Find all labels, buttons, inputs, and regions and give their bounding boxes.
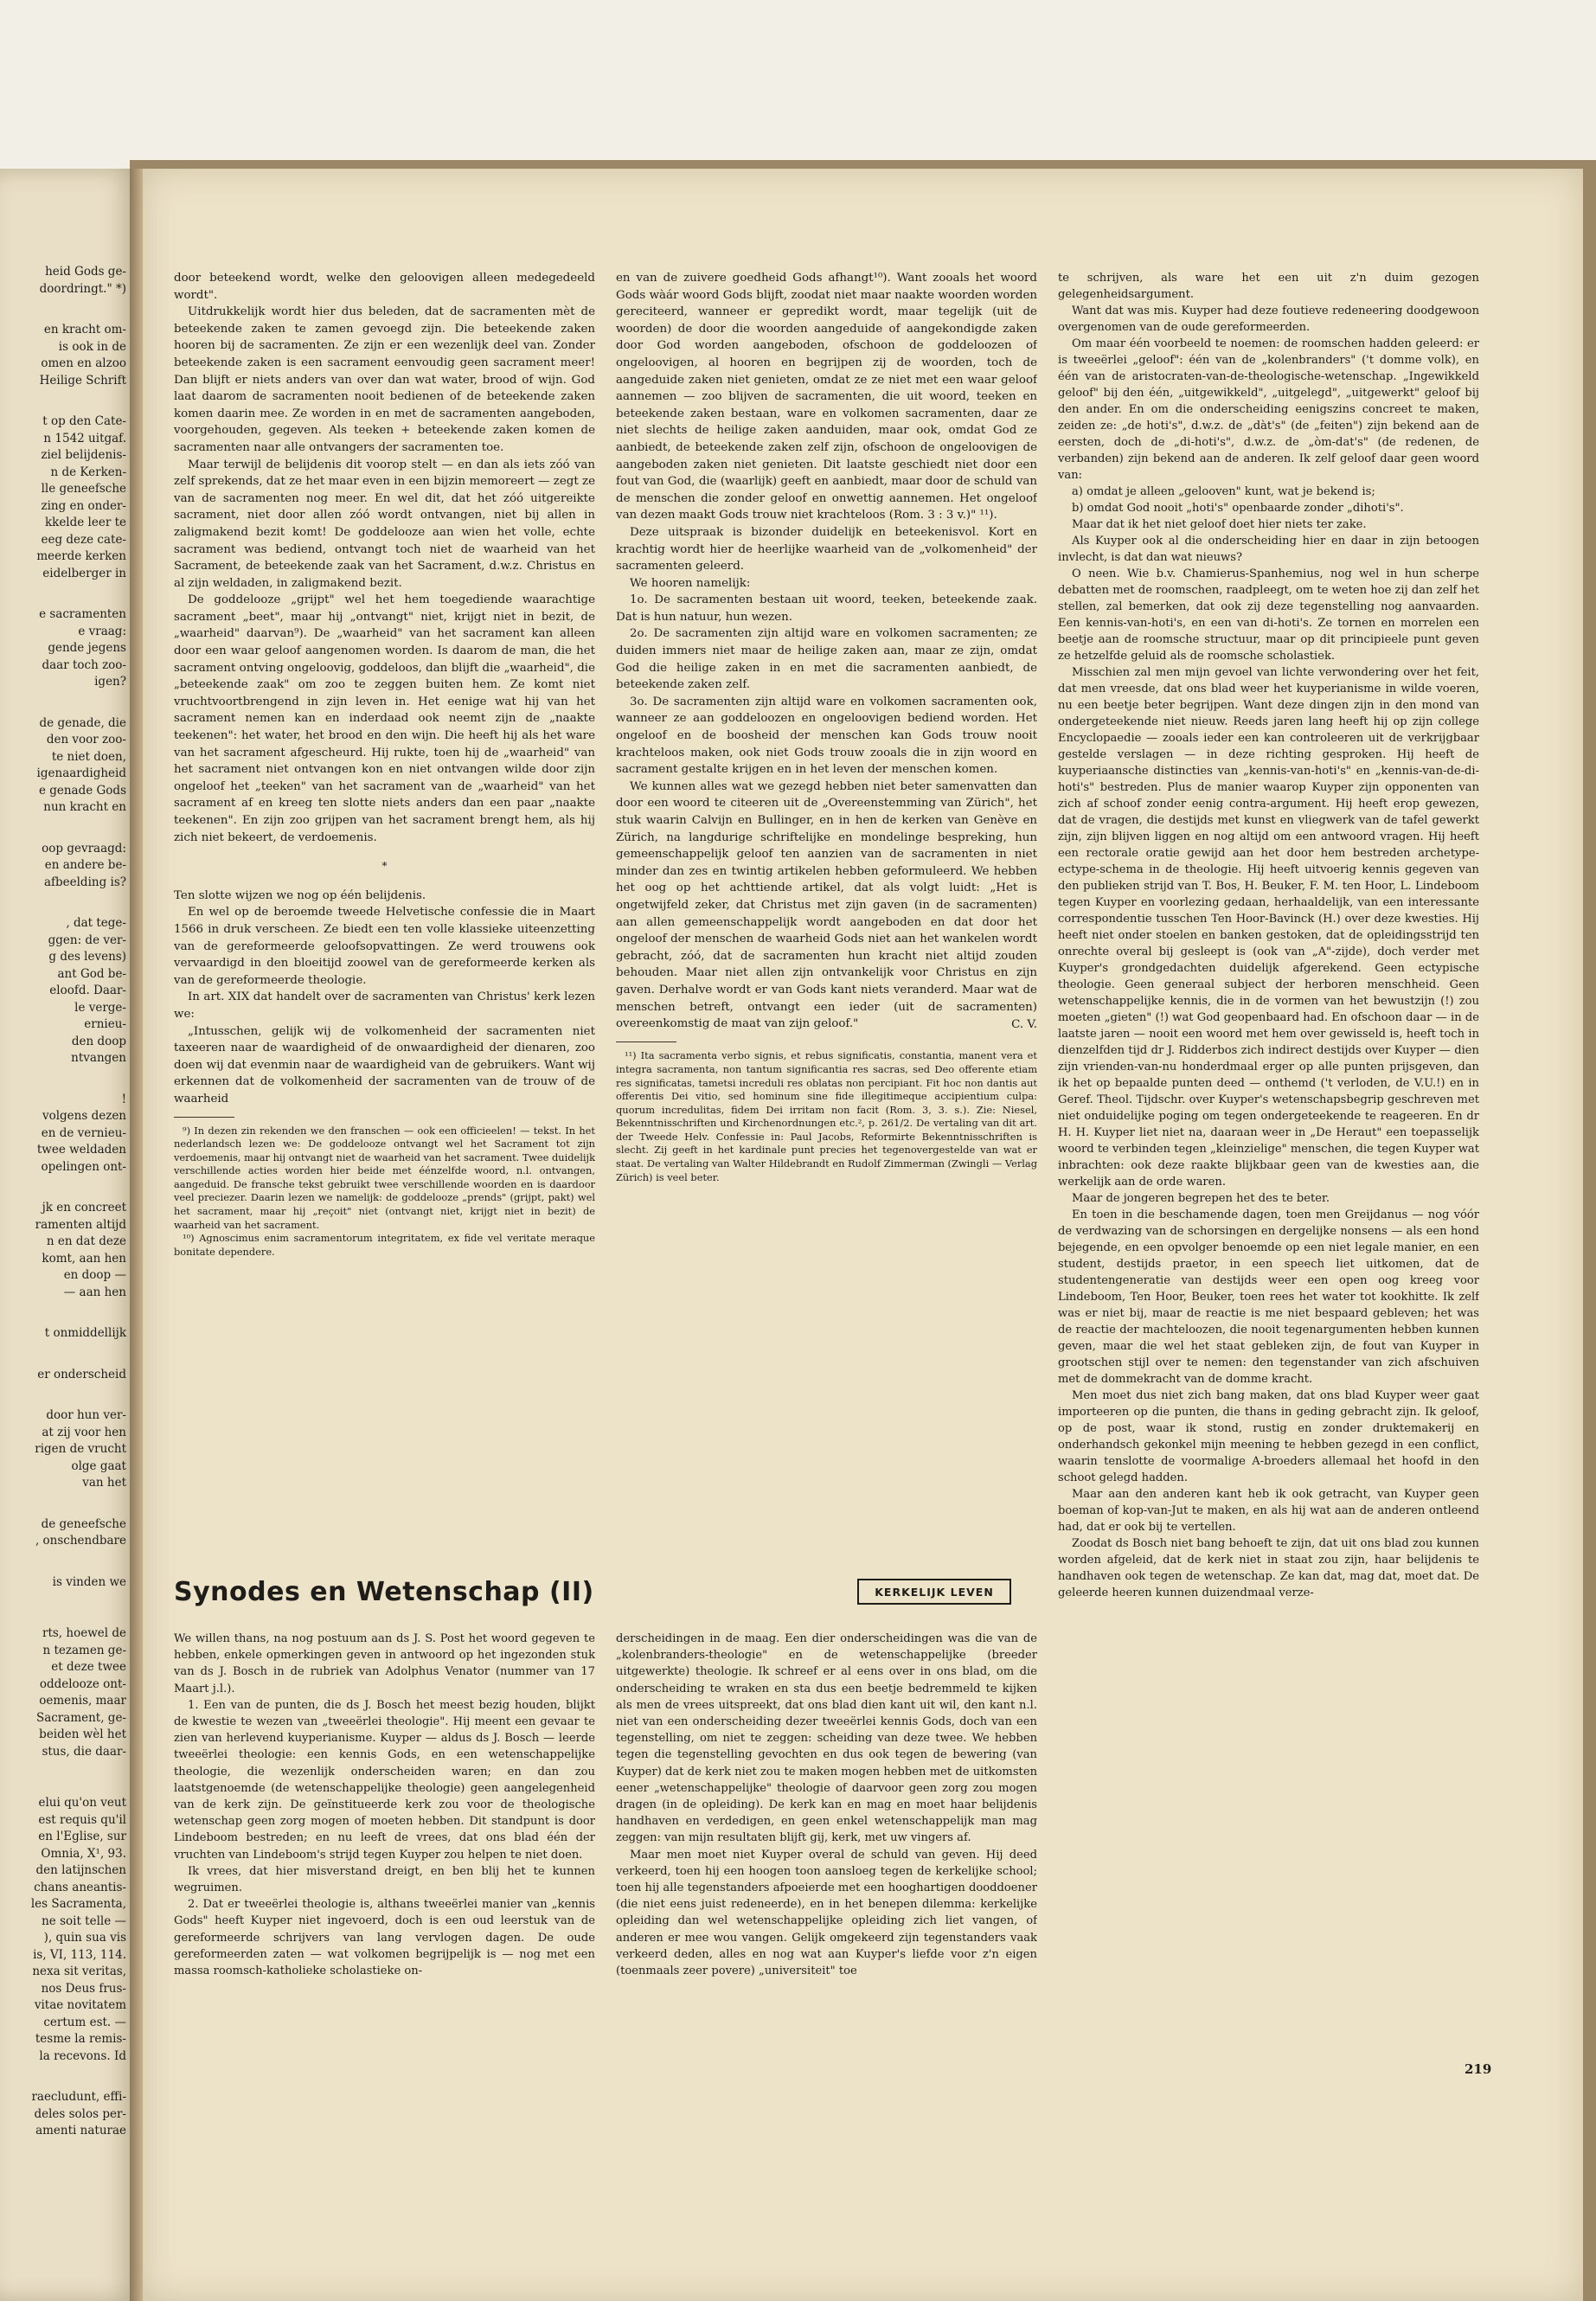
footnote-11: [616, 1049, 1037, 1184]
paragraph: Als Kuyper ook al die onderscheiding hier en daar in zijn betoogen invlecht, is dat dan wat nieuws?: [1058, 535, 1479, 564]
paragraph: „Intusschen, gelijk wij de volkomenheid der sacramenten niet taxeeren naar de waardigheid of de onwaardigheid der dienaren, zoo doen wij dat evenmin naar de waardigheid van de gebruikers. Want wij erkennen dat de volkomenheid der sacramenten van de trouw of de waarheid: [174, 1024, 595, 1106]
facing-page-fragment: e sacramenten e vraag: gende jegens daar toch zoo- igen?: [39, 607, 126, 689]
paragraph: derscheidingen in de maag. Een dier onderscheidingen was die van de „kolenbranders-theologie" en de wetenschappelijke (breeder uitgewerkte) theologie. Ik schreef er al eens over in ons blad, om die onderscheiding te wraken en sta dus een beetje bedremmeld te kijken als men de vrees uitspreekt, dat ons blad dien kant uit wil, den kant n.l. niet van een onderscheiding dezer tweeërlei kennis Gods, doch van een tegenstelling, om niet te zeggen: scheiding van deze twee. We hebben tegen die tegenstelling gevochten en dus ook tegen de bewering (van Kuyper) dat de kerk niet zou te maken mogen hebben met de uitkomsten eener „wetenschappelijke" theologie of daarvoor geen zorg zou mogen dragen (in de opleiding). De kerk kan en mag en moet haar belijdenis handhaven en verdedigen, en geen enkel wetenschappelijk man mag zeggen: van mijn resultaten blijft gij, kerk, met uw vingers af.: [616, 1632, 1037, 1845]
facing-page-fragment: heid Gods ge- doordringt." *): [39, 265, 126, 296]
paragraph: Ten slotte wijzen we nog op één belijdenis.: [174, 888, 426, 902]
paragraph: Zoodat ds Bosch niet bang behoeft te zijn, dat uit ons blad zou kunnen worden afgeleid, dat de kerk niet in staat zou zijn, haar belijdenis te handhaven ook tegen de wetenschap. Ze kan dat, mag dat, moet dat. De geleerde heeren kunnen duizendmaal verze-: [1058, 1537, 1479, 1599]
facing-page-fragment: de geneefsche , onschendbare: [35, 1516, 126, 1548]
column-2: [616, 270, 1037, 1184]
paragraph: In art. XIX dat handelt over de sacramenten van Christus' kerk lezen we:: [174, 990, 595, 1021]
paragraph: 1. Een van de punten, die ds J. Bosch het meest bezig houden, blijkt de kwestie te wezen van „tweeërlei theologie". Hij meent een gevaar te zien van herlevend kuyperianisme. Kuyper — aldus ds J. Bosch — leerde tweeërlei theologie: een kennis Gods, en een wetenschappelijke theologie, die wezenlijk onderscheiden waren; en dan zou laatstgenoemde (de wetenschappelijke theologie) geen aangelegenheid van de kerk zijn. De geïnstitueerde kerk zou voor de theologische wetenschap geen zorg mogen of moeten hebben. Dit standpunt is door Lindeboom bestreden; en nu leeft de vrees, dat ons blad één der vruchten van Lindeboom's strijd tegen Kuyper zou helpen te niet doen.: [174, 1698, 595, 1862]
article-column-1: [174, 1631, 595, 1979]
paragraph: We hooren namelijk:: [630, 576, 751, 590]
paragraph: Men moet dus niet zich bang maken, dat ons blad Kuyper weer gaat importeeren op die punten, die thans in geding gebracht zijn. Ik geloof, op de post, waar ik stond, rustig en zonder druktemakerij en onderhandsch gekonkel mijn meening te hebben gezegd in een conflict, waarin tenslotte de voormalige A-broeders allemaal het hoofd in den schoot gelegd hadden.: [1058, 1389, 1479, 1484]
section-divider: *: [381, 860, 388, 873]
magazine-page: [143, 169, 1583, 2301]
paragraph: 2o. De sacramenten zijn altijd ware en volkomen sacramenten; ze duiden immers niet maar de heilige zaken aan, maar ze zijn, omdat God die heilige zaken in en met die sacramenten aanbiedt, de beteekende zaken zelf.: [616, 627, 1037, 692]
column-3: [1058, 270, 1479, 1601]
paragraph: Om maar één voorbeeld te noemen: de roomschen hadden geleerd: er is tweeërlei „geloof": één van de „kolenbranders" ('t domme volk), en één van de aristocraten-van-de-theologische-wetenschap. „Ingewikkeld geloof" bij den één, „uitgewikkeld", „uitgelegd", „uitgewerkt" geloof bij den ander. En om die onderscheiding eenigszins concreet te maken, zeiden ze: „de hoti's", d.w.z. de „dàt's" (de „feiten") zijn bekend aan de eersten, doch de „di-hoti's", d.w.z. de „òm-dat's" (de redenen, de verbanden) zijn bekend aan de anderen. Ik zelf geloof daar geen woord van:: [1058, 337, 1479, 482]
paragraph: 3o. De sacramenten zijn altijd ware en volkomen sacramenten ook, wanneer ze aan goddeloozen en ongeloovigen bediend worden. Het ongeloof en de boosheid der menschen kan Gods trouw nooit krachteloos maken, ook niet Gods trouw zooals die in zijn woord en sacrament gestalte krijgen en in het leven der menschen komen.: [616, 695, 1037, 777]
paragraph: Maar dat ik het niet geloof doet hier niets ter zake.: [1072, 518, 1367, 531]
facing-page-fragment: door hun ver- at zij voor hen rigen de vrucht olge gaat van het: [35, 1408, 126, 1490]
paragraph: En toen in die beschamende dagen, toen men Greijdanus — nog vóór de verdwazing van de schorsingen en dergelijke nonsens — als een hond bejegende, en een opvolger benoemde op een niet legale manier, en een student, destijds praetor, in een speech liet uitkomen, dat de studentengeneratie van destijds weer een open oog kreeg voor Lindeboom, Ten Hoor, Beuker, toen rees het water tot kookhitte. Ik zelf was er niet bij, maar de reactie is me niet bespaard gebleven; het was de reactie der machteloozen, die nooit tegenargumenten hebben kunnen geven, maar die wel het staat gebleken zijn, de fout van Kuyper in grootschen stijl over te nemen: den tegenstander van zich afschuiven met de dommekracht van de domme kracht.: [1058, 1208, 1479, 1386]
footnotes: [174, 1125, 595, 1259]
facing-page-fragment: rts, hoewel de n tezamen ge- et deze twee oddelooze ont- oemenis, maar Sacrament, ge- beiden wèl het stus, die daar-: [35, 1626, 126, 1759]
paragraph: We kunnen alles wat we gezegd hebben niet beter samenvatten dan door een woord te citeeren uit de „Overeenstemming van Zürich", het stuk waarin Calvijn en Bullinger, en in hen de kerken van Genève en Zürich, na langdurige schriftelijke en mondelinge bespreking, hun gemeenschappelijk geloof ten aanzien van de sacramenten in niet minder dan zes en twintig artikelen hebben geformuleerd. We hebben het oog op het achttiende artikel, dat als volgt luidt: „Het is ongetwijfeld zeker, dat Christus met zijn gaven (in de sacramenten) aan allen gemeenschappelijk wordt aangeboden en dat door het ongeloof der menschen de waarheid Gods niet aan het wankelen wordt gebracht, zóó, dat de sacramenten hun kracht niet altijd zouden behouden. Maar niet allen zijn ontvankelijk voor Christus en zijn gaven. Derhalve wordt er van Gods kant niets veranderd. Maar wat de menschen betreft, ontvangt een ieder (uit de sacramenten) overeenkomstig de maat van zijn geloof.": [616, 779, 1037, 1031]
article-column-2: [616, 1631, 1037, 1979]
facing-page-fragment: oop gevraagd: en andere be- afbeelding is?: [42, 841, 126, 889]
rubric-label: KERKELIJK LEVEN: [857, 1579, 1011, 1605]
paragraph: We willen thans, na nog postuum aan ds J. S. Post het woord gegeven te hebben, enkele opmerkingen geven in antwoord op het ingezonden stuk van ds J. Bosch in de rubriek van Adolphus Venator (nummer van 17 Maart j.l.).: [174, 1632, 595, 1695]
facing-page-text: [0, 169, 137, 2140]
paragraph: Maar aan den anderen kant heb ik ook getracht, van Kuyper geen boeman of kop-van-Jut te maken, en als hij wat aan de anderen ontleend had, dat er ook bij te vertellen.: [1058, 1488, 1479, 1534]
paragraph: b) omdat God nooit „hoti's" openbaarde zonder „dihoti's".: [1072, 502, 1404, 515]
facing-page-edge: [0, 169, 137, 2301]
footnote-text: ¹¹) Ita sacramenta verbo signis, et rebus significatis, constantia, manent vera et integra sacramenta, non tantum significantia res sacras, sed Deo offerente etiam res significatas, tametsi increduli res oblatas non percipiant. Fit hoc non dantis aut offerentis Dei vitio, sed hominum sine fide illegitimeque accipientium culpa: quorum incredulitas, fidem Dei irritam non facit (Rom. 3, 3. s.). Zie: Niesel, Bekenntnisschriften und Kirchenordnungen etc.², p. 261/2. De vertaling van dit art. der Tweede Helv. Confessie in: Paul Jacobs, Reformirte Bekenntnisschriften is slecht. Zij geeft in het kardinale punt precies het tegenovergestelde van wat er staat. De vertaling van Walter Hildebrandt en Rudolf Zimmerman (Zwingli — Verlag Zürich) is veel beter.: [616, 1049, 1037, 1183]
facing-page-fragment: er onderscheid: [37, 1367, 126, 1381]
paragraph: 1o. De sacramenten bestaan uit woord, teeken, beteekende zaak. Dat is hun natuur, hun wezen.: [616, 593, 1037, 624]
paragraph: Misschien zal men mijn gevoel van lichte verwondering over het feit, dat men vreesde, dat ons blad weer het kuyperianisme in wilde voeren, nu een beetje beter begrijpen. Want deze dingen zijn in den mond van ondergeteekende niet nieuw. Reeds jaren lang heeft hij op zijn college Encyclopaedie — zooals ieder een kan controleeren uit de verkrijgbaar gestelde verslagen — in deze richting gesproken. Hij heeft de kuyperiaansche distincties van „kennis-van-hoti's" en „kennis-van-de-di-hoti's" bestreden. Plus de manier waarop Kuyper zijn opponenten van zich af schoof zonder eenig contra-argument. Hij heeft erop gewezen, dat de vragen, die destijds met kunst en vliegwerk van de tafel gewerkt zijn, zijn blijven liggen en nog altijd om een antwoord vragen. Hij heeft een rectorale oratie gewijd aan het door hem bestreden archetype-ectype-schema in de theologie. Hij heeft uitvoerig kennis gegeven van den publieken strijd van T. Bos, H. Beuker, F. M. ten Hoor, L. Lindeboom tegen Kuyper en voorlezing gedaan, herhaaldelijk, van een interessante correspondentie tusschen Ten Hoor-Bavinck (H.) over deze kwesties. Hij heeft niet onder stoelen en banken gestoken, dat de opleidingsstrijd ten onrechte overal bij gesleept is (ook van „A"-zijde), doch verder met Kuyper's grondgedachten duidelijk afgerekend. Geen ectypische theologie. Geen generaal subject der herboren menschheid. Geen wetenschappelijke kennis, die in de vormen van het bewustzijn (!) zou moeten „gieten" (!) wat God geopenbaard had. En ofschoon daar — in de laatste jaren — nooit een woord met hem over gewisseld is, heeft toch in dienzelfden tijd dr J. Ridderbos zich indirect destijds over Kuyper — dien zijn vrienden-van-nu honderdmaal erger op alle punten prijsgeven, dan ik het op bepaalde punten deed — onthemd ('t verloden, de V.U.!) en in Geref. Theol. Tijdschr. over Kuyper's wetenschapsbegrip geschreven met niet onduidelijke poging om tegen ondergeteekende te reageeren. En dr H. H. Kuyper liet niet na, daaraan weer in „De Heraut" een toepasselijk woord te verbinden tegen „kleinzielige" menschen, die tegen Kuyper wat inbrachten: ook deze raakte blijkbaar geen van de kwesties aan, die werkelijk aan de orde waren.: [1058, 666, 1479, 1189]
facing-page-fragment: en kracht om- is ook in de omen en alzoo Heilige Schrift: [39, 323, 126, 388]
paragraph: Maar de jongeren begrepen het des te beter.: [1072, 1192, 1330, 1205]
facing-page-fragment: is vinden we: [52, 1574, 126, 1589]
paragraph: Deze uitspraak is bizonder duidelijk en beteekenisvol. Kort en krachtig wordt hier de heerlijke waarheid van de „volkomenheid" der sacramenten geleerd.: [616, 525, 1037, 574]
facing-page-fragment: elui qu'on veut est requis qu'il en l'Eglise, sur Omnia, X¹, 93. den latijnschen chans aneantis- les Sacramenta, ne soit telle — ), quin sua vis is, VI, 113, 114. nexa sit veritas, nos Deus frus- vitae novitatem certum est. — tesme la remis- la recevons. Id: [30, 1796, 126, 2063]
column-1: [174, 270, 595, 1259]
facing-page-fragment: t onmiddellijk: [44, 1326, 126, 1340]
paragraph: En wel op de beroemde tweede Helvetische confessie die in Maart 1566 in druk verscheen. Ze biedt een ten volle klassieke uiteenzetting van de gereformeerde geloofsopvattingen. Ze werd trouwens ook vervaardigd in den bloeitijd zoowel van de gereformeerde kerken als van de gereformeerde theologie.: [174, 906, 595, 987]
facing-page-fragment: , dat tege- ggen: de ver- g des levens) ant God be- eloofd. Daar- le verge- ernieu- den doop ntvangen: [48, 916, 126, 1065]
facing-page-fragment: jk en concreet ramenten altijd n en dat deze komt, aan hen en doop — — aan hen: [35, 1201, 126, 1299]
facing-page-fragment: t op den Cate- n 1542 uitgaf. ziel belijdenis- n de Kerken- lle geneefsche zing en onder- kkelde leer te eeg deze cate- meerde kerken eidelberger in: [36, 414, 126, 580]
paragraph: Maar terwijl de belijdenis dit voorop stelt — en dan als iets zóó van zelf sprekends, dat ze het maar even in een bijzin memoreert — zegt ze van de sacramenten nog meer. En wel dit, dat het zóó uitgereikte sacrament, niet door allen zóó wordt ontvangen, niet bij allen in zaligmakend bezit komt! De goddelooze aan wien het volle, echte sacrament was bediend, ontvangt toch niet de waarheid van het Sacrament, de beteekende zaak van het Sacrament, d.w.z. Christus en al zijn weldaden, in zaligmakend bezit.: [174, 458, 595, 590]
facing-page-fragment: raecludunt, effi- deles solos per- amenti naturae: [31, 2090, 126, 2138]
footnote-text: ⁹) In dezen zin rekenden we den franschen — ook een officieelen! — tekst. In het nederlandsch lezen we: De goddelooze ontvangt wel het Sacrament tot zijn verdoemenis, maar hij ontvangt niet de waarheid van het sacrament. Twee duidelijk verschillende acties worden hier beide met éénzelfde woord, n.l. ontvangen, aangeduid. De fransche tekst gebruikt twee verschillende woorden en is daardoor veel preciezer. Daarin lezen we namelijk: de goddelooze „prends" (grijpt, pakt) wel het sacrament, maar hij „reçoit" niet (ontvangt niet, krijgt niet in bezit) de waarheid van het sacrament.: [174, 1124, 595, 1231]
paragraph: te schrijven, als ware het een uit z'n duim gezogen gelegenheidsargument.: [1058, 272, 1479, 301]
paragraph: door beteekend wordt, welke den geloovigen alleen medegedeeld wordt".: [174, 272, 595, 302]
paragraph: en van de zuivere goedheid Gods afhangt¹⁰). Want zooals het woord Gods wàár woord Gods blijft, zoodat niet maar naakte woorden worden gereciteerd, wanneer er gepredikt wordt, maar tegelijk (uit de woorden) de door die woorden aangeduide of aangekondigde zaken door God worden aangeboden, ofschoon de goddeloozen of ongeloovigen, al hooren en begrijpen zij de woorden, toch de aangeduide zaken niet genieten, omdat ze ze niet met een waar geloof aannemen — zoo blijven de sacramenten, die uit woord, teeken en beteekende zaken bestaan, ware en volkomen sacramenten, daar ze niet slechts de heilige zaken aanduiden, maar ook, omdat God ze aanbiedt, de beteekende zaken zelf zijn, ofschoon de ongeloovigen de aangeboden zaken niet genieten. Dit laatste geschiedt niet door een fout van God, die (waarlijk) geeft en aanbiedt, maar door de schuld van de menschen die zonder geloof en onwettig aannemen. Het ongeloof van dezen maakt Gods trouw niet krachteloos (Rom. 3 : 3 v.)" ¹¹).: [616, 272, 1037, 522]
footnote-rule: [174, 1117, 234, 1118]
paragraph: O neen. Wie b.v. Chamierus-Spanhemius, nog wel in hun scherpe debatten met de roomschen, raadpleegt, om te weten hoe zij dan zelf het stellen, zal bemerken, dat ook zij deze tegenstelling nog aanvaarden. Een kennis-van-hoti's, en een van di-hoti's. Ze tornen en morrelen een beetje aan de roomsche structuur, maar op dit principieele punt geven ze hetzelfde geluid als de roomsche scholastiek.: [1058, 567, 1479, 663]
page-number: 219: [1465, 2061, 1492, 2077]
book-gutter: [130, 169, 144, 2301]
paragraph: Uitdrukkelijk wordt hier dus beleden, dat de sacramenten mèt de beteekende zaken te zamen gevoegd zijn. Die beteekende zaken hooren bij de sacramenten. Ze zijn er een wezenlijk deel van. Zonder beteekende zaken is een sacrament eenvoudig geen sacrament meer! Dan blijft er niets anders van over dan wat water, brood of wijn. God laat daarom de sacramenten nooit bedienen of de beteekende zaken komen daarin mee. Ze worden in en met de sacramenten aangeboden, voorgehouden, gegeven. Als teeken + beteekende zaken komen de sacramenten naar alle ontvangers der sacramenten toe.: [174, 305, 595, 454]
facing-page-fragment: ! volgens dezen en de vernieu- twee weldaden opelingen ont-: [36, 1092, 126, 1174]
facing-page-fragment: de genade, die den voor zoo- te niet doen, igenaardigheid e genade Gods nun kracht en: [36, 715, 126, 814]
paragraph: 2. Dat er tweeërlei theologie is, althans tweeërlei manier van „kennis Gods" heeft Kuyper niet ingevoerd, doch is een oud leerstuk van de gereformeerde schrijvers van lang vervlogen dagen. De oude gereformeerden zaten — wat volkomen begrijpelijk is — nog met een massa roomsch-katholieke scholastieke on-: [174, 1898, 595, 1978]
paragraph: Ik vrees, dat hier misverstand dreigt, en ben blij het te kunnen wegruimen.: [174, 1864, 595, 1895]
paragraph: De goddelooze „grijpt" wel het hem toegediende waarachtige sacrament „beet", maar hij „ontvangt" niet, krijgt niet in bezit, de „waarheid" daarvan⁹). De „waarheid" van het sacrament kan alleen door een waar geloof aangenomen worden. Is daarom de man, die het sacrament ontving ongeloovig, goddeloos, dan blijft die „waarheid", die „beteekende zaak" om zoo te zeggen buiten hem. Ze komt niet vruchtvoortbrengend in zijn leven in. Het eenige wat hij van het sacrament nemen kan en inderdaad ook neemt zijn de „naakte teekenen": het water, het brood en den wijn. Die heeft hij als het ware van het sacrament afgescheurd. Hij rukte, toen hij de „waarheid" van het sacrament niet ontvangen kon en niet ontvangen wilde door zijn ongeloof het „teeken" van het sacrament van de „waarheid" van het sacrament af en kreeg ten slotte niets anders dan een paar „naakte teekenen". En zijn zoo grijpen van het sacrament brengt hem, als hij zich niet bekeert, de verdoemenis.: [174, 593, 595, 844]
paragraph: Want dat was mis. Kuyper had deze foutieve redeneering doodgewoon overgenomen van de oude gereformeerden.: [1058, 304, 1479, 334]
article-title: Synodes en Wetenschap (II): [174, 1577, 594, 1607]
paragraph: Maar men moet niet Kuyper overal de schuld van geven. Hij deed verkeerd, toen hij een hoogen toon aansloeg tegen de kerkelijke school; toen hij alle tegenstanders afpoeierde met een hooghartigen dooddoener (die niet eens juist redeneerde), en in het benepen dilemma: kerkelijke opleiding dan wel wetenschappelijke opleiding zich liet vangen, of anderen er mee wou vangen. Gelijk omgekeerd zijn tegenstanders vaak verkeerd deden, alles en nog wat aan Kuyper's liefde voor z'n eigen (toenmaals zeer povere) „universiteit" toe: [616, 1848, 1037, 1978]
footnote-text: ¹⁰) Agnoscimus enim sacramentorum integritatem, ex fide vel veritate meraque bonitate dependere.: [174, 1232, 595, 1258]
signature: C. V.: [1011, 1017, 1037, 1031]
paragraph: a) omdat je alleen „gelooven" kunt, wat je bekend is;: [1072, 485, 1375, 498]
